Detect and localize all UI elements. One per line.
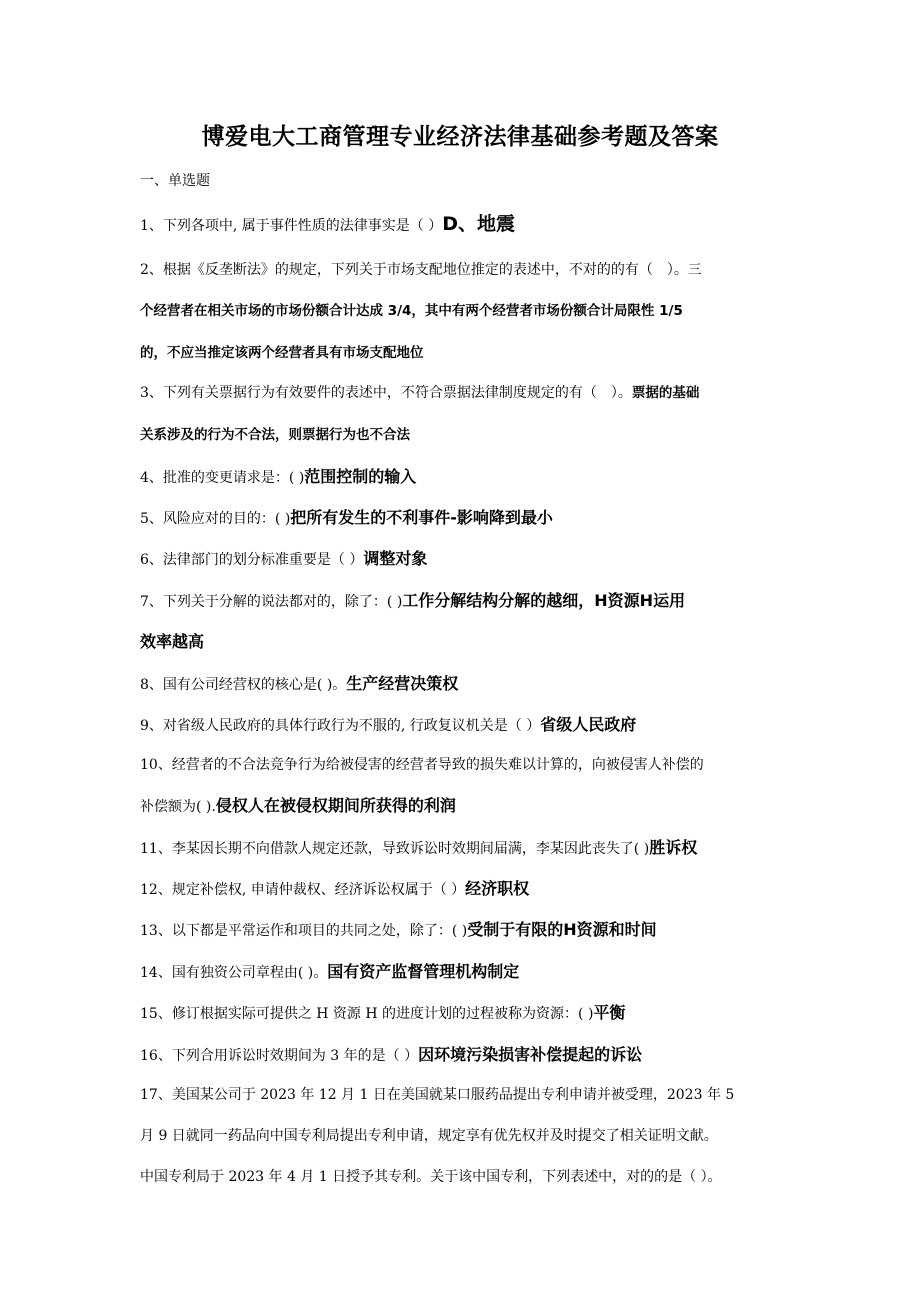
question-6 [140, 549, 790, 570]
question-text: 1、下列各项中, 属于事件性质的法律事实是（ ） [140, 218, 443, 234]
question-text: 补偿额为( ). [140, 799, 216, 815]
question-text: 17、美国某公司于 2023 年 12 月 1 日在美国就某口服药品提出专利申请并被受理，2023 年 5 [140, 1087, 735, 1103]
question-text: 3、下列有关票据行为有效要件的表述中，不符合票据法律制度规定的有（ ）。 [140, 385, 632, 401]
answer-continuation [140, 343, 790, 363]
question-text: 6、法律部门的划分标准重要是（ ） [140, 552, 364, 568]
answer-text: 平衡 [593, 1003, 626, 1022]
question-1 [140, 214, 790, 236]
answer-text: 关系涉及的行为不合法，则票据行为也不合法 [140, 427, 410, 443]
answer-text: 省级人民政府 [540, 715, 637, 734]
question-10-continuation [140, 796, 790, 817]
question-8 [140, 674, 790, 695]
answer-continuation [140, 632, 790, 653]
answer-text: 的，不应当推定该两个经营者具有市场支配地位 [140, 345, 424, 361]
answer-text: 把所有发生的不利事件-影响降到最小 [290, 508, 553, 527]
question-17 [140, 1085, 790, 1105]
question-text: 5、风险应对的目的：( ) [140, 511, 291, 527]
question-text: 15、修订根据实际可提供之 H 资源 H 的进度计划的过程被称为资源：( ) [140, 1006, 594, 1022]
answer-text: 胜诉权 [649, 838, 698, 857]
question-text: 4、批准的变更请求是：( ) [140, 470, 305, 486]
answer-text: 受制于有限的H资源和时间 [467, 920, 657, 939]
question-text: 13、以下都是平常运作和项目的共同之处，除了：( ) [140, 923, 468, 939]
question-2 [140, 260, 790, 280]
question-text: 8、国有公司经营权的核心是( )。 [140, 677, 347, 693]
question-text: 11、李某因长期不向借款人规定还款，导致诉讼时效期间届满，李某因此丧失了( ) [140, 841, 650, 857]
question-16 [140, 1045, 790, 1066]
question-5 [140, 508, 790, 529]
question-text: 10、经营者的不合法竞争行为给被侵害的经营者导致的损失难以计算的，向被侵害人补偿的 [140, 757, 704, 773]
question-14 [140, 962, 790, 983]
answer-text: 三 [687, 262, 702, 278]
question-7 [140, 591, 790, 612]
section-heading: 一、单选题 [140, 173, 210, 189]
answer-text: 调整对象 [363, 549, 428, 568]
answer-text: 个经营者在相关市场的市场份额合计达成 3/4，其中有两个经营者市场份额合计局限性 1/5 [140, 303, 683, 319]
answer-continuation [140, 425, 790, 445]
question-11 [140, 838, 790, 859]
question-text: 7、下列关于分解的说法都对的，除了：( ) [140, 594, 403, 610]
question-13 [140, 920, 790, 941]
question-text: 14、国有独资公司章程由( )。 [140, 965, 328, 981]
question-text: 中国专利局于 2023 年 4 月 1 日授予其专利。关于该中国专利，下列表述中，对的的是（ ）。 [140, 1169, 722, 1185]
answer-text: 侵权人在被侵权期间所获得的利润 [215, 796, 456, 815]
question-17-continuation [140, 1167, 790, 1187]
answer-text: 票据的基础 [631, 385, 700, 401]
question-9 [140, 715, 790, 736]
question-15 [140, 1003, 790, 1024]
question-4 [140, 467, 790, 488]
question-3 [140, 383, 790, 403]
answer-text: 生产经营决策权 [346, 674, 459, 693]
answer-text: 工作分解结构分解的越细，H资源H运用 [402, 591, 686, 610]
question-text: 16、下列合用诉讼时效期间为 3 年的是（ ） [140, 1048, 419, 1064]
question-12 [140, 879, 790, 900]
question-10 [140, 755, 790, 775]
question-text: 9、对省级人民政府的具体行政行为不服的, 行政复议机关是（ ） [140, 718, 541, 734]
answer-text: 因环境污染损害补偿提起的诉讼 [418, 1045, 643, 1064]
question-text: 12、规定补偿权, 申请仲裁权、经济诉讼权属于（ ） [140, 882, 466, 898]
question-17-continuation [140, 1126, 790, 1146]
answer-text: D、地震 [442, 213, 516, 235]
document-title: 博爱电大工商管理专业经济法律基础参考题及答案 [201, 124, 719, 150]
question-text: 2、根据《反垄断法》的规定，下列关于市场支配地位推定的表述中，不对的的有（ ）。 [140, 262, 688, 278]
answer-text: 经济职权 [465, 879, 530, 898]
answer-continuation [140, 301, 790, 321]
answer-text: 效率越高 [140, 632, 205, 651]
answer-text: 国有资产监督管理机构制定 [327, 962, 520, 981]
answer-text: 范围控制的输入 [304, 467, 417, 486]
question-text: 月 9 日就同一药品向中国专利局提出专利申请，规定享有优先权并及时提交了相关证明文献。 [140, 1128, 718, 1144]
